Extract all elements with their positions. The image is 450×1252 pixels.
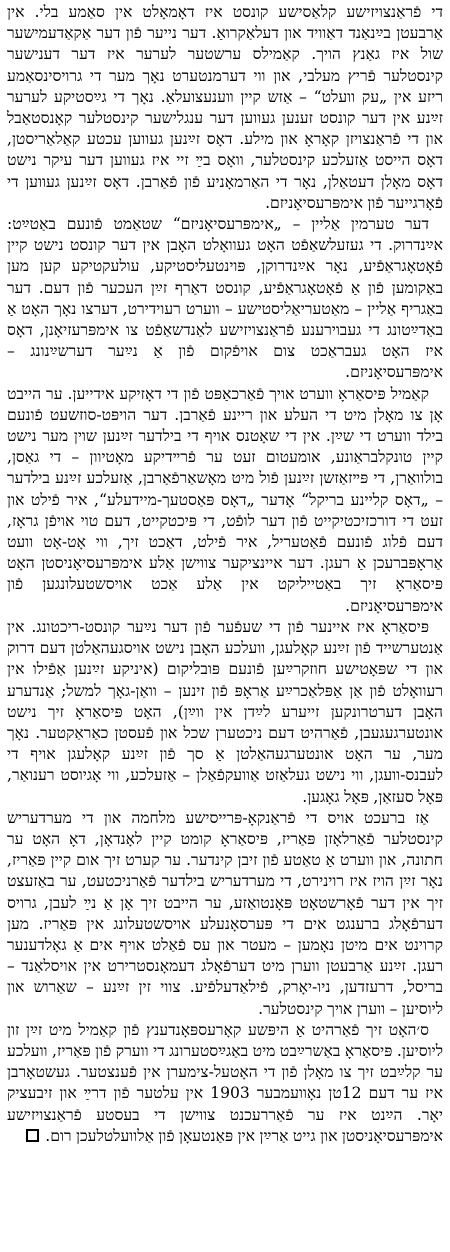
end-of-article-square-icon <box>26 1129 39 1142</box>
article-paragraph-1: די פֿראַנצויזישע קלאַסישע קונסט איז דאָמאָלט אין סאַמע בלי. אין אַרבעטן בײַנאַנד דאַוויד און דעלאַקרואַ. דער נייער פֿון דער אַקאַדעמישער שול איז גאַנץ הויך. קאַמילס ערשטער לערער איז דער דענישער קינסטלער פֿריץ מעלבי, און ווי דערמנטערט נאָך מער די גרויסינסאַמע ריזע אין „עק וועלט“ – אַזש קיין װענעצועלאַ. נאָך די גײַסטיקע לערער זײַנע אין דער קונסט זענען געווען דער ענגלישער קינסטלער קאָנסטאַבל און די פֿראַנצויזן קאָראָ און מילע. דאָס זײַנען געווען עכטע קאַלאַריסטן, דאָס הייסט אַזעלכע קינסטלער, וואָס בײַ זיי איז געווען דער עיקר נישט דאָס מאָלן דעטאַלן, נאָר די האַרמאָניע פֿון פֿאַרבן. דאָס זײַנען געווען די פֿאָרגייער פֿון אימפּרעסיאָניזם. <box>7 3 443 212</box>
article-paragraph-2: דער טערמין אַליין – „אימפּרעסיאָניזם“ שטאַמט פֿונעם באַטײַט: אײַנדרוק. די געזעלשאַפֿט האָט געוואָלט האָבן אין דער קונסט נישט קיין פֿאָטאָגראַפֿיע, נאָר אײַנדרוקן, פּוינטעליסטיקע, עולעקטיקע קען מען באַקומען פֿון אַ פֿאָטאָגראַפֿיע, קונסט דאַרף זײַן העכער פֿון דעם. דער באַגריף אַליין – מאַטעריאַליסטישע – ווערט רעוידירט, דערצו נאָך האָט אַ באַדײַטונג די געבוירענע פֿראַנצויזישע לאַנדשאַפֿט צו אימפּרעזיאָנן, דאָס איז האָט געבראַכט צום אויפֿקום פֿון אַ נײַער דערשײַנונג – אימפּרעסיאָניזם. <box>7 215 443 382</box>
article-paragraph-4: פּיסאַראָ איז איינער פֿון די שעפֿער פֿון דער נײַער קונסט-ריכטונג. אין אַנטערשייד פֿון זײַנע קאָלעגן, וועלכע האָבן נישט אויסגעהאַלטן דעם דרוק און די שפּאָטישע חוזקרײַען פֿונעם פּובליקום (איניקע זײַנען אַפֿילו אין רעוואָלט פֿון אַן אַפּלאַכרײַע אַראָפּ פֿון זינען – וואַן-גאָך למשל; אַנדערע האָבן דערטרונקען זייערע לײַדן אין ווײַן), האָט פּיסאַראָ זיך נישט אונטערגעגעבן, פֿאַרהיט דעם ניכטערן שכל און פֿעסטן כאַראַקטער. נאָך מער, ער האָט אונטערגעהאַלטן אַ סך פֿון זײַנע קאָלעגן אויף די לעבנס-וועגן, ווי נישט געלאַזט אַוועקפֿאַלן – אַזעלכע, ווי אָגיוסט רענואַר, פּאָל סעזאַן, פּאָל גאָגען. <box>7 617 443 806</box>
article-paragraph-3: קאַמיל פּיסאַראָ ווערט אויך פֿאַרכאַפּט פֿון די דאָזיקע אידייען. ער הייבט אָן צו מאָלן מיט די העלע און ריינע פֿאַרבן. דער הויפּט-סוזשעט פֿונעם בילד ווערט די שײַן. אין די שאָטנס אויף די בילדער זײַנען שוין מער נישט קיין טונקלבראַונע, אומעטום זעט ער פֿרײדיקע מאָטיוון – די גאַסן, בולוואַרן, די פּײזאַזשן זײַנען פֿול מיט מאָשאַרפֿאַרבן, אַזעלכע זײַנע בילדער – „דאָס קליינע בריקל“ אָדער „דאָס פּאַסטעך-מיידעלע“, איר פֿילט און זעט די דורכזיכטיקייט פֿון דער לופֿט, די פּיכטקייט, דעם טוי אויפֿן גראָז, דעם פֿלוג פֿונעם פֿאַטעריל, איר פֿילט, דאַכט זיך, ווי אָט-אָט וועט אַראָפּברעכן אַ רעגן. דער איינציקער צווישן אַלע אימפּרעסיאָניסטן האָט פּיסאַראָ זיך באַטייליקט אין אַלע אַכט אויסשטעלונגען פֿון אימפּרעסיאָניזם. <box>7 384 443 615</box>
article-paragraph-6 <box>7 1020 443 1147</box>
article-paragraph-6-text: ס׳האָט זיך פֿאַרהיט אַ היפּשע קאָרעספּאָנדענץ פֿון קאַמיל מיט זײַן זון ליוסיען. פּיסאַראָ באַשרײַבט מיט באַגײַסטערונג די ווערק פֿון פּאַריז, וועלכע ער קלײַבט זיך צו מאָלן פֿון די האָטעל-צימערן אין פֿענצטער. געשטאָרבן איז ער דעם 12טן נאָוועמבער 1903 אין עלטער פֿון דרײַ און זיבעציק יאָר. הײַנט איז ער פֿאַררעכנט צווישן די בעסטע פֿראַנצויזישע אימפּרעסיאָניסטן און גייט אַרײַן אין פּאַנטעאָן פֿון אַלוועלטלעכן רום. <box>7 1020 443 1145</box>
article-paragraph-5: אַז ברעכט אויס די פֿראַנקאָ-פּרייסישע מלחמה און די מערדעריש קינסטלער פֿאַרלאָזן פּאַריז, פּיסאַראָ קומט קיין לאָנדאָן, דאָ האָט ער חתונה, און ווערט אַ טאַטע פֿון זיבן קינדער. ער קערט זיך אום קיין פּאַריז, נאָר זײַן הויז איז רוינירט, די מערדעריש בילדער פֿאַרניכטעט, ער באַזעצט זיך אין דער פֿאָרשטאָט פּאָנטואַזע, ער הייבט זיך אָן אַ נײַ לעבן, גרויס דערפֿאָלג ברענגט אים די פּערסאָנעלע אויסשטעלונג אין פּאַריז. מען קרוינט אים מיטן נאָמען – מעטר און עס פֿאַלט אויף אים אַ גאָלדענער רעגן. זײַנע אַרבעטן ווערן מיט דערפֿאָלג דעמאָנסטרירט אין אויסלאַנד – בריסל, דרעזדען, ניו-יאָרק, פֿילאַדעלפֿיע. צווי זין זײַנע – שאַרוש און ליוסיען – ווערן אויך קינסטלער. <box>7 808 443 1018</box>
